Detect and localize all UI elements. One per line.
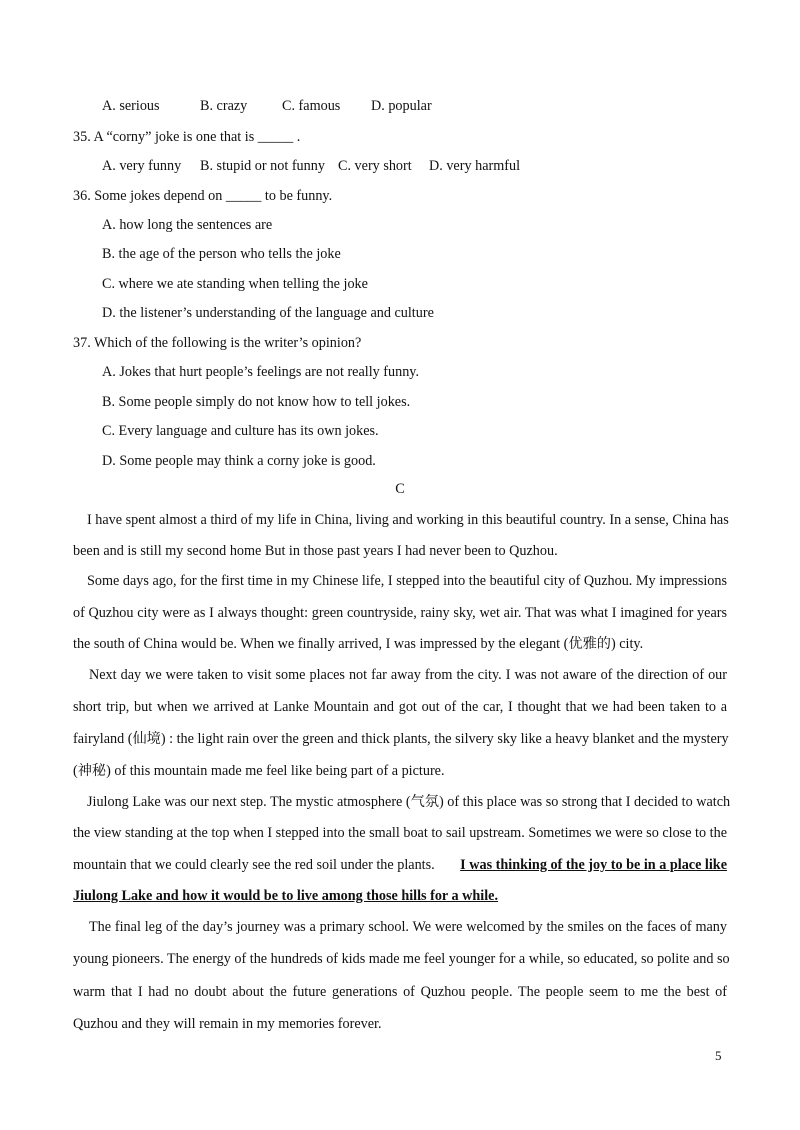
passage-p1-line1: I have spent almost a third of my life in China, living and working in this beautiful country. In a sense, China has — [87, 512, 729, 528]
passage-p2-line2: of Quzhou city were as I always thought: green countryside, rainy sky, wet air. That was what I imagined for years — [73, 605, 727, 621]
q36-stem: 36. Some jokes depend on _____ to be funny. — [73, 188, 333, 204]
passage-p4-line2: the view standing at the top when I stepped into the small boat to sail upstream. Sometimes we were so close to the — [73, 825, 727, 841]
passage-p3-line1: Next day we were taken to visit some places not far away from the city. I was not aware of the direction of our — [89, 667, 727, 683]
q36-option-c: C. where we ate standing when telling the joke — [102, 276, 368, 292]
passage-p1-line2: been and is still my second home But in those past years I had never been to Quzhou. — [73, 543, 558, 559]
passage-p5-line3: warm that I had no doubt about the future generations of Quzhou people. The people seem to me the best of — [73, 984, 727, 1000]
passage-p5-line4: Quzhou and they will remain in my memories forever. — [73, 1016, 382, 1032]
passage-p4-highlight-end: Jiulong Lake and how it would be to live among those hills for a while. — [73, 888, 499, 904]
q37-option-b: B. Some people simply do not know how to tell jokes. — [102, 394, 411, 410]
section-label: C — [395, 481, 405, 497]
q34-option-a: A. serious — [102, 98, 160, 114]
q37-option-a: A. Jokes that hurt people’s feelings are not really funny. — [102, 364, 420, 380]
q34-option-c: C. famous — [282, 98, 341, 114]
q34-option-d: D. popular — [371, 98, 432, 114]
passage-p2-line3: the south of China would be. When we finally arrived, I was impressed by the elegant (优雅的) city. — [73, 636, 644, 652]
page-number: 5 — [715, 1048, 722, 1063]
passage-p5-line1: The final leg of the day’s journey was a primary school. We were welcomed by the smiles on the faces of many — [89, 919, 727, 935]
q34-options — [102, 97, 432, 115]
q34-option-b: B. crazy — [200, 98, 248, 114]
q35-stem: 35. A “corny” joke is one that is _____ . — [73, 129, 301, 145]
passage-p2-line1: Some days ago, for the first time in my Chinese life, I stepped into the beautiful city of Quzhou. My impressions — [87, 573, 727, 589]
passage-p3-line4: (神秘) of this mountain made me feel like being part of a picture. — [73, 763, 445, 779]
q37-option-d: D. Some people may think a corny joke is good. — [102, 453, 376, 469]
passage-p4-line1: Jiulong Lake was our next step. The mystic atmosphere (气氛) of this place was so strong that I decided to watch — [87, 794, 731, 810]
q37-stem: 37. Which of the following is the writer’s opinion? — [73, 335, 362, 351]
q35-option-b: B. stupid or not funny — [200, 158, 325, 174]
q36-option-b: B. the age of the person who tells the joke — [102, 246, 341, 262]
passage-p4-highlight-start: I was thinking of the joy to be in a place like — [460, 857, 727, 873]
q36-option-a: A. how long the sentences are — [102, 217, 273, 233]
passage-p3-line2: short trip, but when we arrived at Lanke Mountain and got out of the car, I thought that we had been taken to a — [73, 699, 727, 715]
q35-options — [102, 157, 520, 175]
q35-option-a: A. very funny — [102, 158, 182, 174]
passage-p4-line3-plain: mountain that we could clearly see the red soil under the plants. — [73, 857, 435, 873]
q36-option-d: D. the listener’s understanding of the language and culture — [102, 305, 434, 321]
q37-option-c: C. Every language and culture has its own jokes. — [102, 423, 379, 439]
passage-p4-line3 — [73, 856, 727, 874]
q35-option-c: C. very short — [338, 158, 412, 174]
passage-p5-line2: young pioneers. The energy of the hundreds of kids made me feel younger for a while, so educated, so polite and so — [73, 951, 730, 967]
passage-p3-line3: fairyland (仙境) : the light rain over the green and thick plants, the silvery sky like a heavy blanket and the mystery — [73, 731, 729, 747]
q35-option-d: D. very harmful — [429, 158, 521, 174]
